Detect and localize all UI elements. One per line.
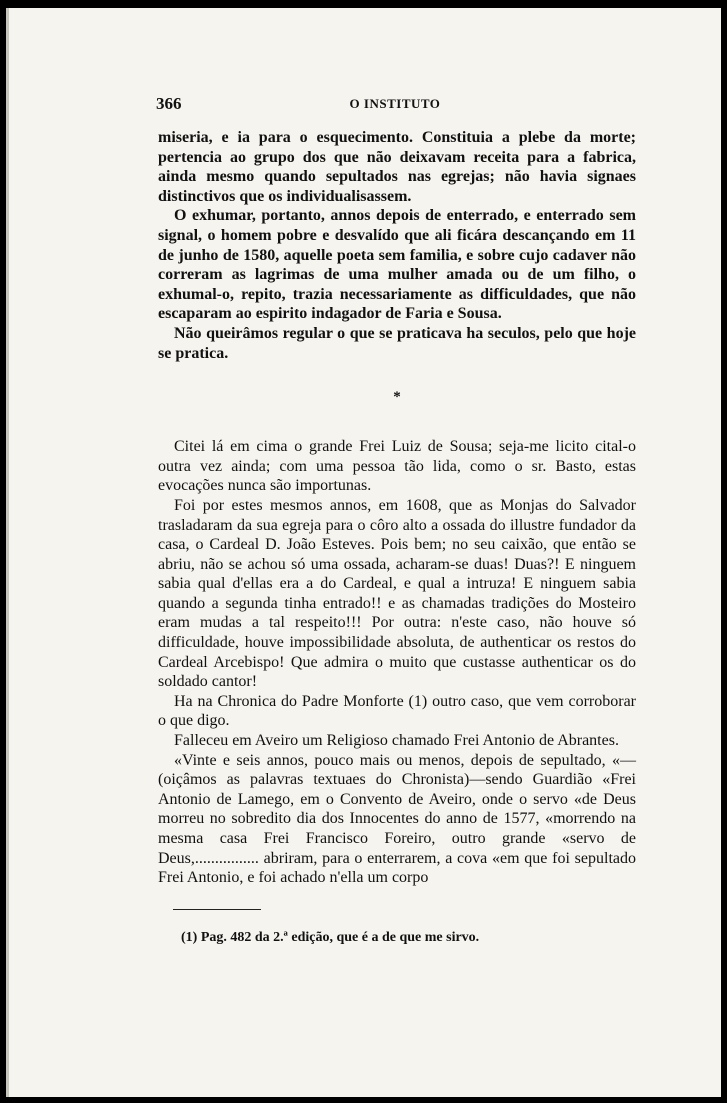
paragraph: miseria, e ia para o esquecimento. Constituia a plebe da morte; pertencia ao grupo dos que não deixavam receita para a fabrica, ainda mesmo quando sepultados nas egrejas; não havia signaes distinctivos que os individualisassem. xyxy=(158,129,636,205)
footnote-divider xyxy=(173,909,261,910)
page-number: 366 xyxy=(156,94,182,113)
paragraph: Citei lá em cima o grande Frei Luiz de Sousa; seja-me licito cital-o outra vez ainda; com uma pessoa tão lida, como o sr. Basto, estas evocações nunca são importunas. xyxy=(158,438,636,495)
paragraph: Ha na Chronica do Padre Monforte (1) outro caso, que vem corroborar o que digo. xyxy=(158,692,636,730)
footnote: (1) Pag. 482 da 2.ª edição, que é a de que me sirvo. xyxy=(181,930,480,945)
paragraph: Falleceu em Aveiro um Religioso chamado Frei Antonio de Abrantes. xyxy=(174,732,619,750)
paragraph: Foi por estes mesmos annos, em 1608, que as Monjas do Salvador trasladaram da sua egreja para o côro alto a ossada do illustre fundador da casa, o Cardeal D. João Esteves. Pois bem; no seu caixão, que então se abriu, não se achou só uma ossada, acharam-se duas! Duas?! E ninguem sabia qual d'ellas era a do Cardeal, e qual a intruza! E ninguem sabia quando a segunda tinha entrado!! e as chamadas tradições do Mosteiro eram mudas a tal respeito!!! Por outra: n'este caso, não houve só difficuldade, houve impossibilidade absoluta, de authenticar os restos do Cardeal Arcebispo! Que admira o muito que custasse authenticar os do soldado cantor! xyxy=(158,496,636,691)
paragraph: Não queirâmos regular o que se praticava ha seculos, pelo que hoje se pratica. xyxy=(158,324,636,362)
page-header xyxy=(156,94,634,116)
paragraph: O exhumar, portanto, annos depois de enterrado, e enterrado sem signal, o homem pobre e desvalído que ali ficára descançando em 11 de junho de 1580, aquelle poeta sem familia, e sobre cujo cadaver não correram as lagrimas de uma mulher amada ou de um filho, o exhumal-o, repito, trazia necessariamente as difficuldades, que não escaparam ao espirito indagador de Faria e Sousa. xyxy=(158,207,636,323)
section-2 xyxy=(158,437,636,888)
section-separator: * xyxy=(393,389,401,406)
paragraph: «Vinte e seis annos, pouco mais ou menos, depois de sepultado, «—(oiçâmos as palavras textuaes do Chronista)—sendo Guardião «Frei Antonio de Lamego, em o Convento de Aveiro, onde o servo «de Deus morreu no sobredito dia dos Innocentes do anno de 1577, «morrendo na mesma casa Frei Francisco Foreiro, outro grande «servo de Deus,................ abriram, para o enterrarem, a cova «em que foi sepultado Frei Antonio, e foi achado n'ella um corpo xyxy=(158,751,636,887)
page-edge xyxy=(6,8,9,1097)
document-page xyxy=(6,8,721,1097)
body-text xyxy=(158,128,636,888)
section-1 xyxy=(158,128,636,363)
running-title: O INSTITUTO xyxy=(349,96,441,111)
